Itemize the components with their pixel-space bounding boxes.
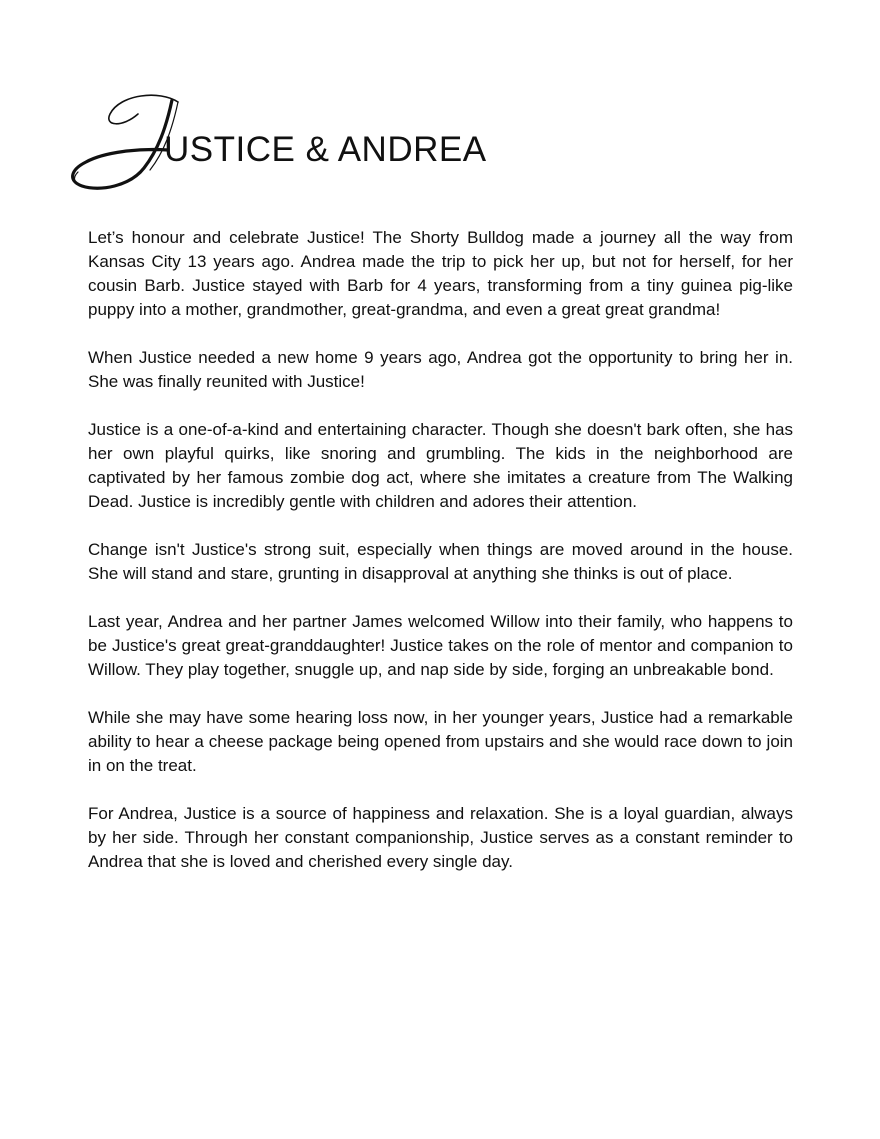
paragraph-7: For Andrea, Justice is a source of happiness and relaxation. She is a loyal guardian, always by her side. Through her constant companionship, Justice serves as a constant reminder to Andrea that she is loved and cherished every single day.	[88, 804, 793, 871]
paragraph-2: When Justice needed a new home 9 years ago, Andrea got the opportunity to bring her in. She was finally reunited with Justice!	[88, 348, 793, 391]
paragraph-3: Justice is a one-of-a-kind and entertaining character. Though she doesn't bark often, she has her own playful quirks, like snoring and grumbling. The kids in the neighborhood are captivated by her famous zombie dog act, where she imitates a creature from The Walking Dead. Justice is incredibly gentle with children and adores their attention.	[88, 420, 793, 511]
paragraph-4: Change isn't Justice's strong suit, especially when things are moved around in the house. She will stand and stare, grunting in disapproval at anything she thinks is out of place.	[88, 540, 793, 583]
paragraph-6: While she may have some hearing loss now, in her younger years, Justice had a remarkable ability to hear a cheese package being opened from upstairs and she would race down to join in on the treat.	[88, 708, 793, 775]
paragraph-5: Last year, Andrea and her partner James welcomed Willow into their family, who happens to be Justice's great great-granddaughter! Justice takes on the role of mentor and companion to Willow. They play together, snuggle up, and nap side by side, forging an unbreakable bond.	[88, 612, 793, 679]
title-text: USTICE & ANDREA	[164, 130, 487, 169]
article-body	[88, 226, 793, 898]
page-title	[60, 88, 620, 198]
paragraph-1: Let’s honour and celebrate Justice! The Shorty Bulldog made a journey all the way from Kansas City 13 years ago. Andrea made the trip to pick her up, but not for herself, for her cousin Barb. Justice stayed with Barb for 4 years, transforming from a tiny guinea pig-like puppy into a mother, grandmother, great-grandma, and even a great great grandma!	[88, 228, 793, 319]
